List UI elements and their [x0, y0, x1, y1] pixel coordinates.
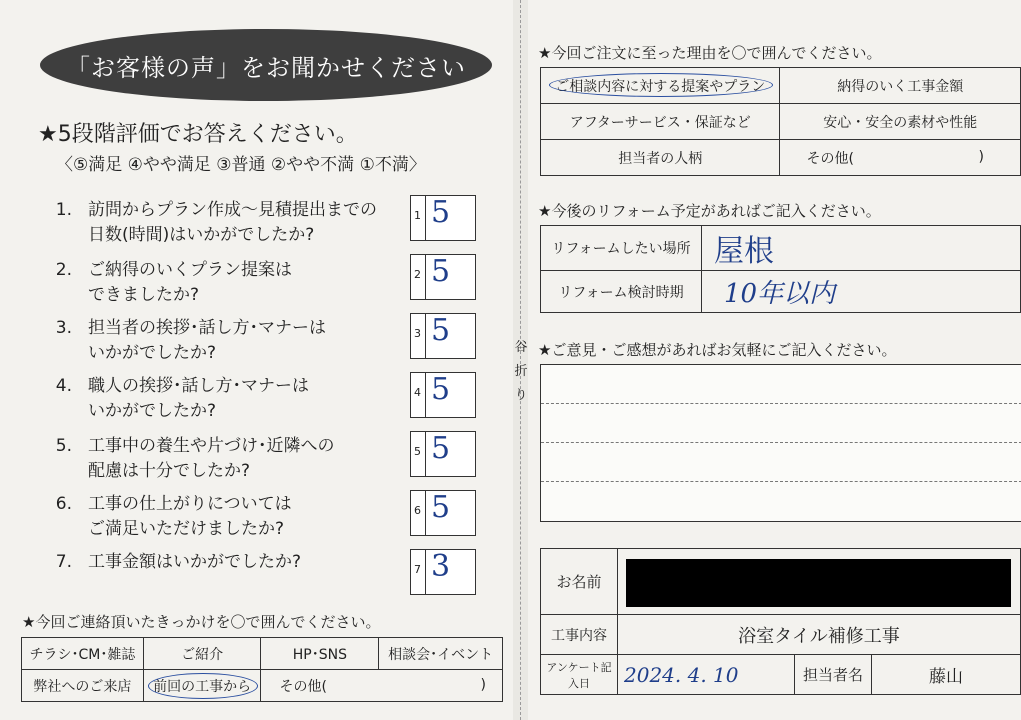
reason-safety[interactable]: 安心・安全の素材や性能: [780, 104, 1021, 140]
option-other[interactable]: その他( ): [261, 670, 503, 702]
reason-aftercare[interactable]: アフターサービス・保証など: [541, 104, 780, 140]
answer-box-5[interactable]: 5 5: [410, 431, 476, 477]
place-label: リフォームしたい場所: [541, 226, 702, 271]
name-field[interactable]: [618, 549, 1021, 615]
opinion-heading: ★ご意見・ご感想があればお気軽にご記入ください。: [538, 341, 897, 359]
work-value: 浴室タイル補修工事: [618, 615, 1021, 655]
option-store-visit[interactable]: 弊社へのご来店: [22, 670, 144, 702]
contact-heading: ★今回ご連絡頂いたきっかけを〇で囲んでください。: [22, 613, 381, 631]
reason-other[interactable]: その他( ): [780, 140, 1021, 176]
selection-circle: [148, 673, 258, 699]
option-flyer[interactable]: チラシ･CM･雑誌: [22, 638, 144, 670]
work-label: 工事内容: [541, 615, 618, 655]
opinion-textarea[interactable]: [540, 364, 1021, 522]
banner: 「お客様の声」をお聞かせください: [40, 29, 492, 101]
time-value: 10年以内: [724, 279, 836, 309]
reason-price[interactable]: 納得のいく工事金額: [780, 68, 1021, 104]
place-field[interactable]: [702, 226, 1021, 271]
staff-label: 担当者名: [795, 655, 872, 695]
answer-box-1[interactable]: 1 5: [410, 195, 476, 241]
ruled-line: [541, 442, 1021, 443]
option-previous-work[interactable]: 前回の工事から: [143, 670, 261, 702]
rating-scale: 〈⑤満足 ④やや満足 ③普通 ②やや不満 ①不満〉: [56, 155, 426, 175]
date-value: 2024. 4. 10: [624, 662, 739, 687]
customer-info-table: [540, 548, 1021, 695]
future-table: [540, 225, 1021, 313]
date-label: アンケート記入日: [541, 655, 618, 695]
redacted-name: [626, 559, 1011, 607]
answer-box-6[interactable]: 6 5: [410, 490, 476, 536]
option-referral[interactable]: ご紹介: [143, 638, 261, 670]
reason-staff[interactable]: 担当者の人柄: [541, 140, 780, 176]
fold-label: 谷 折 り: [514, 340, 528, 403]
option-event[interactable]: 相談会･イベント: [379, 638, 503, 670]
place-value: 屋根: [714, 234, 774, 269]
rating-heading: ★5段階評価でお答えください。: [38, 122, 358, 147]
time-label: リフォーム検討時期: [541, 271, 702, 313]
reason-heading: ★今回ご注文に至った理由を〇で囲んでください。: [538, 44, 882, 62]
staff-value: 藤山: [872, 655, 1021, 695]
answer-box-7[interactable]: 7 3: [410, 549, 476, 595]
answer-box-4[interactable]: 4 5: [410, 372, 476, 418]
ruled-line: [541, 481, 1021, 482]
ruled-line: [541, 403, 1021, 404]
time-field[interactable]: [702, 271, 1021, 313]
reason-proposal[interactable]: ご相談内容に対する提案やプラン: [541, 68, 780, 104]
future-heading: ★今後のリフォーム予定があればご記入ください。: [538, 202, 881, 220]
answer-box-2[interactable]: 2 5: [410, 254, 476, 300]
reason-table: [540, 67, 1021, 176]
contact-options-table: [21, 637, 503, 702]
date-field[interactable]: [618, 655, 795, 695]
answer-box-3[interactable]: 3 5: [410, 313, 476, 359]
name-label: お名前: [541, 549, 618, 615]
option-hp-sns[interactable]: HP･SNS: [261, 638, 379, 670]
selection-circle: [549, 73, 773, 97]
